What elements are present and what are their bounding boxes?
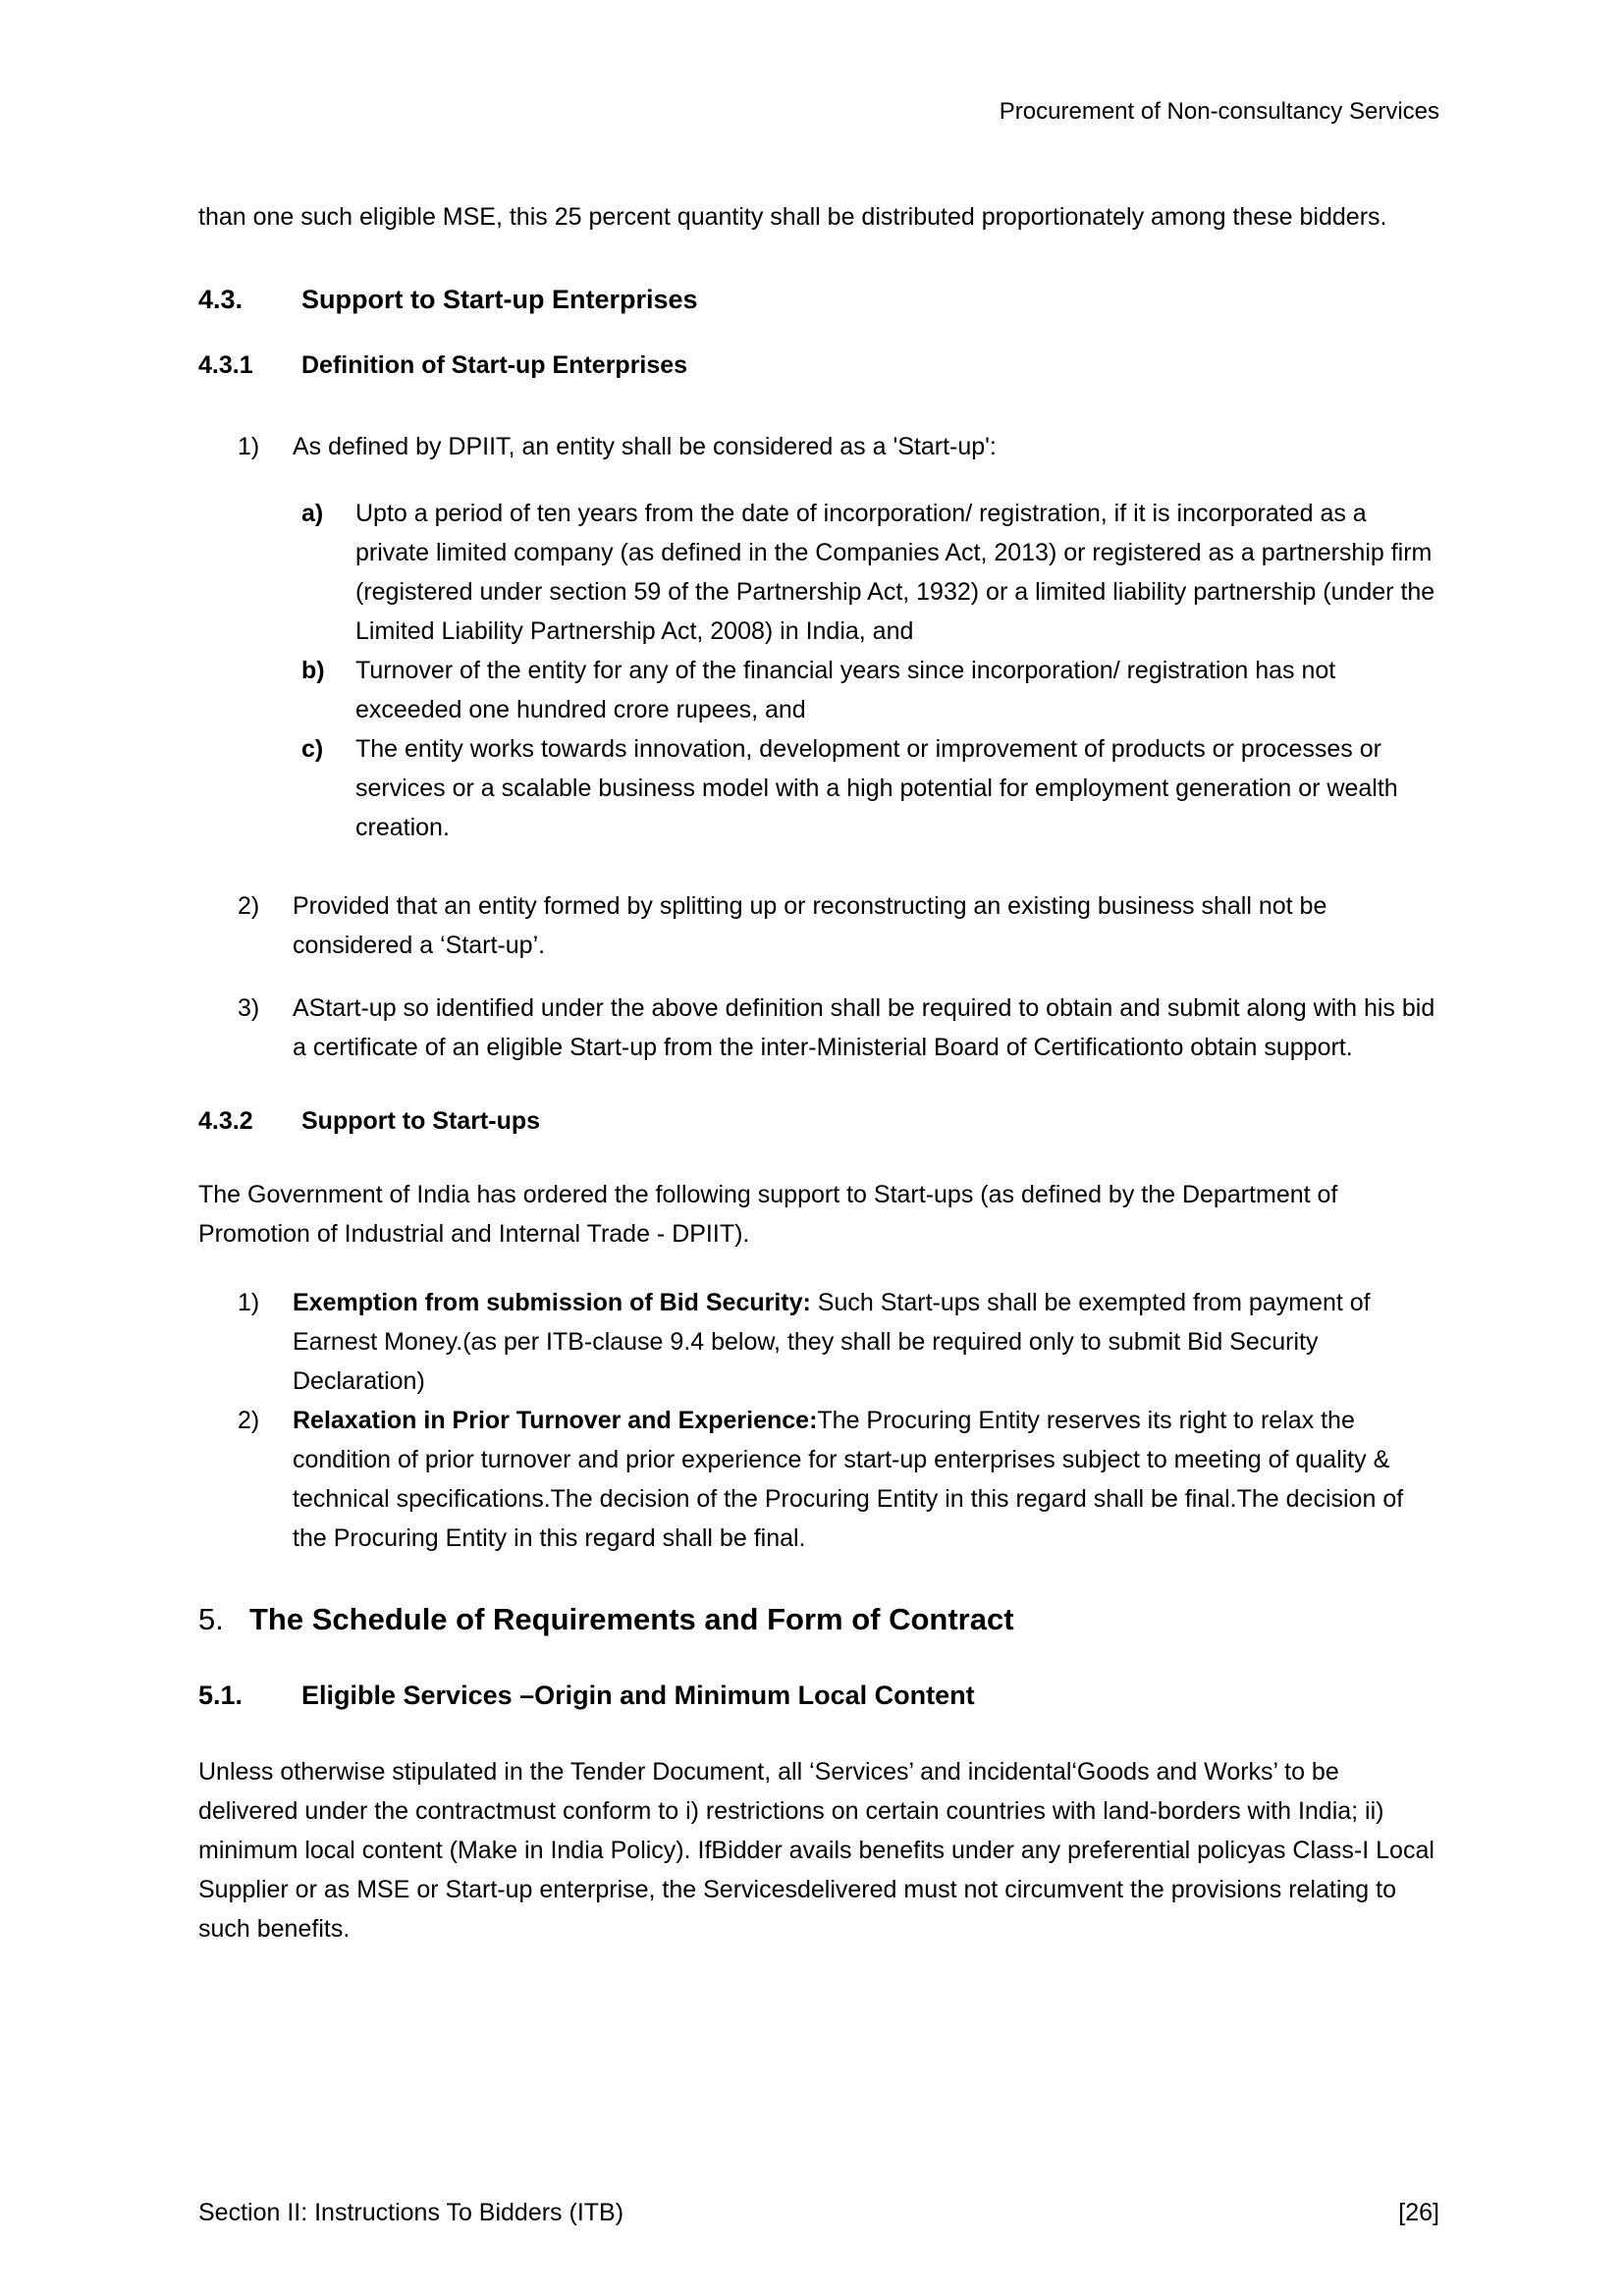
list-item-lead: Relaxation in Prior Turnover and Experience: <box>293 1407 818 1434</box>
heading-4-3-2 <box>198 1106 1439 1136</box>
heading-4-3-2-title: Support to Start-ups <box>301 1107 541 1135</box>
heading-4-3-title: Support to Start-up Enterprises <box>301 285 698 314</box>
list-marker: a) <box>301 500 324 527</box>
list-item-text: The entity works towards innovation, development or improvement of products or processes or services or a scalable business model with a high potential for employment generation or wealth creation. <box>355 735 1398 841</box>
heading-5-1 <box>198 1680 1439 1711</box>
heading-4-3-1-number: 4.3.1 <box>198 351 253 379</box>
list-item-text: Provided that an entity formed by splitting up or reconstructing an existing business shall not be considered a ‘Start-up’. <box>293 892 1327 959</box>
support-list <box>198 1283 1439 1558</box>
list-marker: 1) <box>238 1289 260 1316</box>
page-footer <box>198 2197 1439 2228</box>
list-item-2 <box>198 886 1439 965</box>
support-list-item-2 <box>198 1401 1439 1558</box>
list-item-lead: Exemption from submission of Bid Security: <box>293 1289 811 1316</box>
sub-list-item-c <box>198 729 1439 847</box>
list-marker: 2) <box>238 1407 260 1434</box>
list-item-1 <box>198 427 1439 466</box>
heading-5-1-title: Eligible Services –Origin and Minimum Local Content <box>301 1681 975 1710</box>
heading-4-3-2-number: 4.3.2 <box>198 1107 253 1135</box>
sub-list <box>198 494 1439 847</box>
heading-4-3-1-title: Definition of Start-up Enterprises <box>301 351 688 379</box>
heading-4-3 <box>198 284 1439 315</box>
footer-section-label: Section II: Instructions To Bidders (ITB) <box>198 2199 624 2226</box>
sub-list-item-b <box>198 651 1439 729</box>
list-item-text: Upto a period of ten years from the date of incorporation/ registration, if it is incorporated as a private limited company (as defined in the Companies Act, 2013) or registered as a partnership firm (registered under section 59 of the Partnership Act, 1932) or a limited liability partnership (under the Limited Liability Partnership Act, 2008) in India, and <box>355 500 1435 645</box>
footer-page-number: [26] <box>1398 2199 1439 2226</box>
heading-4-3-number: 4.3. <box>198 285 244 314</box>
heading-4-3-1 <box>198 350 1439 380</box>
list-marker: c) <box>301 735 324 763</box>
list-item-text: Such Start-ups shall be exempted from payment of Earnest Money.(as per ITB-clause 9.4 below, they shall be required only to submit Bid Security Declaration) <box>293 1289 1371 1395</box>
heading-5-number: 5. <box>198 1602 224 1636</box>
heading-5 <box>198 1601 1439 1638</box>
list-marker: 3) <box>238 994 260 1022</box>
paragraph-eligible-services: Unless otherwise stipulated in the Tender Document, all ‘Services’ and incidental‘Goods and Works’ to be delivered under the contractmust conform to i) restrictions on certain countries with land-borders with India; ii) minimum local content (Make in India Policy). IfBidder avails benefits under any preferential policyas Class-I Local Supplier or as MSE or Start-up enterprise, the Servicesdelivered must not circumvent the provisions relating to such benefits. <box>198 1758 1435 1943</box>
list-item-text: AStart-up so identified under the above definition shall be required to obtain and submit along with his bid a certificate of an eligible Start-up from the inter-Ministerial Board of Certificationto obtain support. <box>293 994 1435 1061</box>
paragraph-intro: than one such eligible MSE, this 25 percent quantity shall be distributed proportionately among these bidders. <box>198 203 1387 231</box>
sub-list-item-a <box>198 494 1439 651</box>
list-item-3 <box>198 988 1439 1067</box>
list-marker: 2) <box>238 892 260 920</box>
support-list-item-1 <box>198 1283 1439 1401</box>
list-item-text: Turnover of the entity for any of the financial years since incorporation/ registration has not exceeded one hundred crore rupees, and <box>355 657 1336 723</box>
list-item-text: As defined by DPIIT, an entity shall be considered as a 'Start-up': <box>293 433 997 460</box>
paragraph-government-support: The Government of India has ordered the following support to Start-ups (as defined by the Department of Promotion of Industrial and Internal Trade - DPIIT). <box>198 1181 1338 1248</box>
heading-5-title: The Schedule of Requirements and Form of Contract <box>249 1602 1014 1636</box>
page-header: Procurement of Non-consultancy Services <box>999 98 1439 125</box>
heading-5-1-number: 5.1. <box>198 1681 244 1710</box>
list-marker: 1) <box>238 433 260 460</box>
list-item-text: The Procuring Entity reserves its right to relax the condition of prior turnover and prior experience for start-up enterprises subject to meeting of quality & technical specifications.The decision of the Procuring Entity in this regard shall be final.The decision of the Procuring Entity in this regard shall be final. <box>293 1407 1404 1552</box>
list-marker: b) <box>301 657 325 684</box>
